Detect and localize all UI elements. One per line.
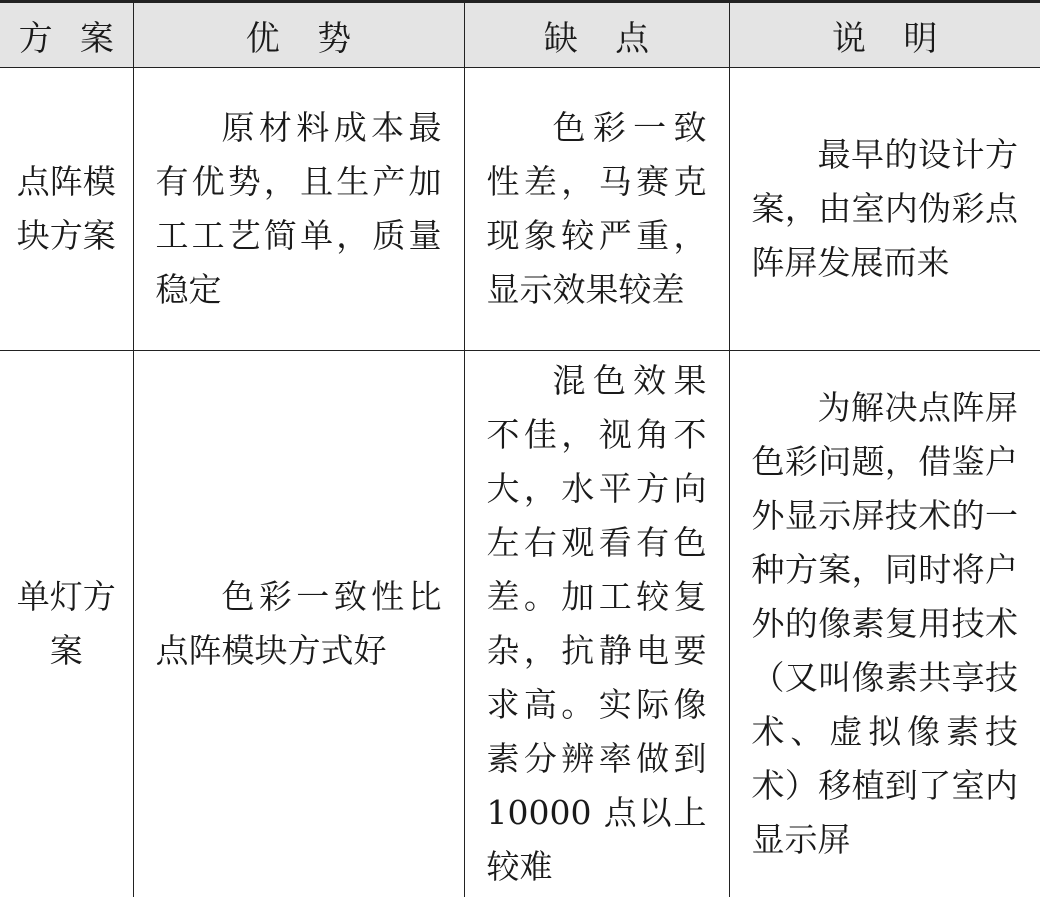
note-cell bbox=[729, 68, 1040, 351]
table-row bbox=[0, 68, 1040, 351]
disadvantage-text: 色彩一致性差，马赛克现象较严重，显示效果较差 bbox=[486, 108, 707, 309]
disadvantage-text: 混色效果不佳，视角不大，水平方向左右观看有色差。加工较复杂，抗静电要求高。实际像素分辨率做到 10000 点以上较难 bbox=[486, 360, 707, 886]
scheme-label: 点阵模块方案 bbox=[16, 162, 116, 255]
note-text: 为解决点阵屏色彩问题，借鉴户外显示屏技术的一种方案，同时将户外的像素复用技术（又叫像素共享技术、虚拟像素技术）移植到了室内显示屏 bbox=[751, 387, 1018, 859]
advantage-cell bbox=[133, 68, 464, 351]
scheme-label: 单灯方案 bbox=[16, 576, 116, 670]
header-scheme: 方案 bbox=[0, 2, 133, 68]
header-disadvantage: 缺点 bbox=[464, 2, 729, 68]
header-note: 说明 bbox=[729, 2, 1040, 68]
disadvantage-cell bbox=[464, 351, 729, 897]
advantage-cell bbox=[133, 351, 464, 897]
note-cell bbox=[729, 351, 1040, 897]
scheme-cell bbox=[0, 68, 133, 351]
disadvantage-cell bbox=[464, 68, 729, 351]
header-advantage: 优势 bbox=[133, 2, 464, 68]
table-row bbox=[0, 351, 1040, 897]
note-text: 最早的设计方案，由室内伪彩点阵屏发展而来 bbox=[751, 135, 1018, 282]
scheme-cell bbox=[0, 351, 133, 897]
advantage-text: 原材料成本最有优势，且生产加工工艺简单，质量稳定 bbox=[155, 108, 442, 309]
table-header-row bbox=[0, 2, 1040, 68]
advantage-text: 色彩一致性比点阵模块方式好 bbox=[155, 576, 442, 670]
